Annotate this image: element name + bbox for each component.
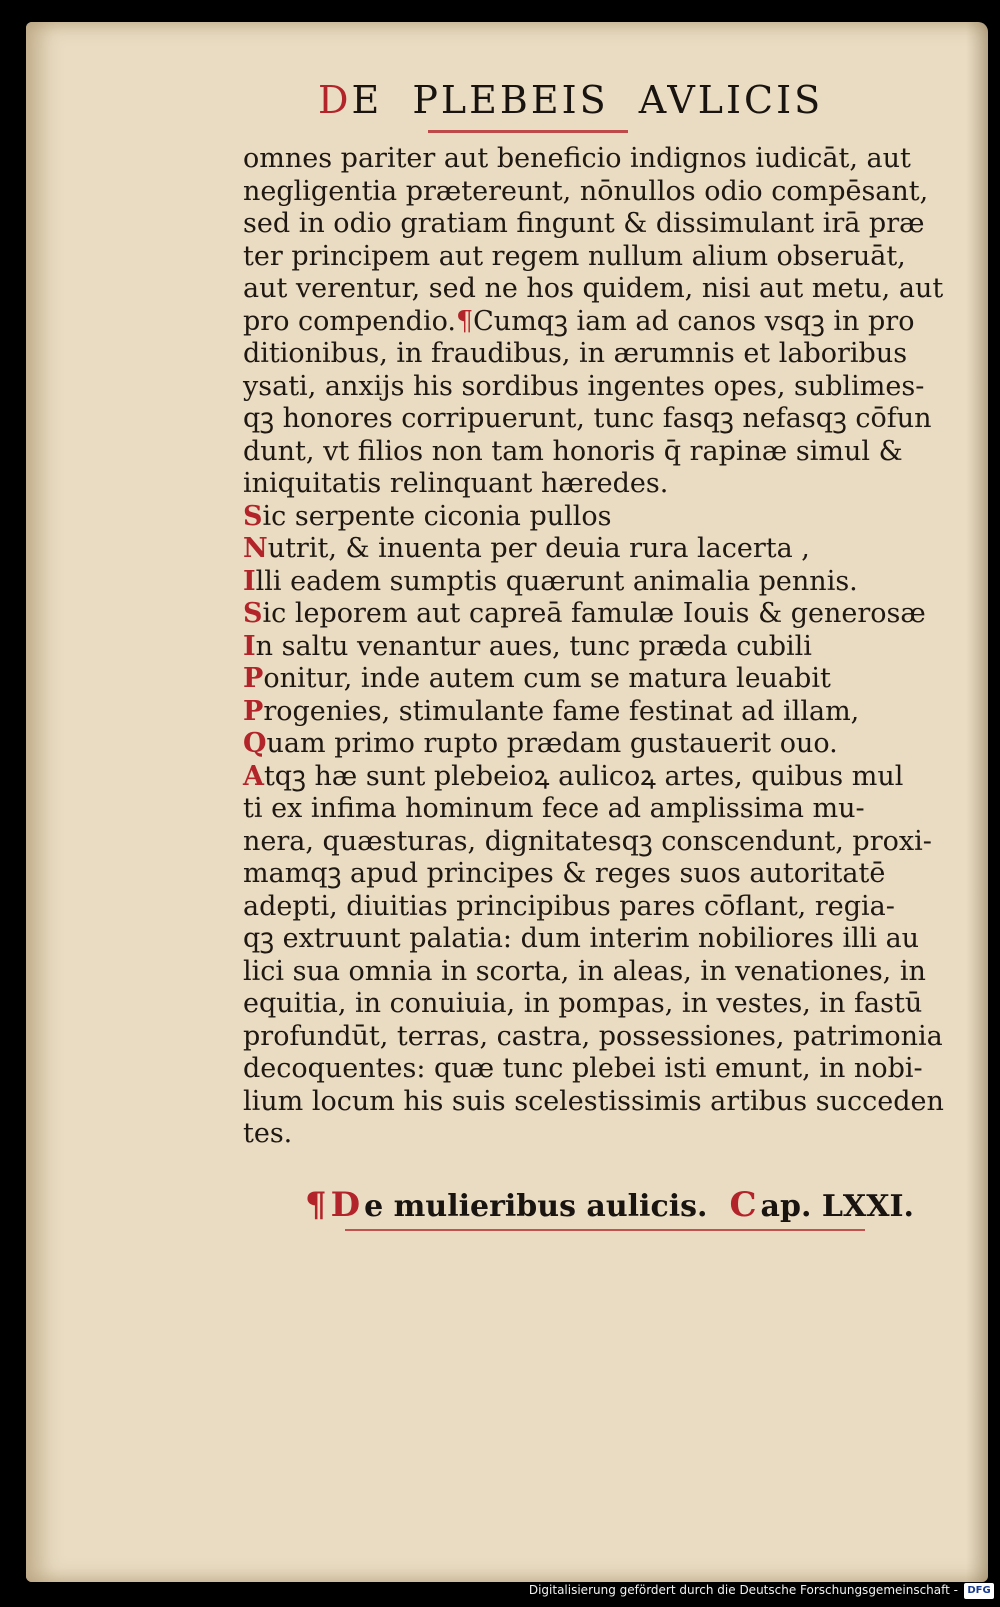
chapter-title: e mulieribus aulicis.	[364, 1189, 708, 1224]
verse-text: ic serpente ciconia pullos	[262, 500, 612, 532]
chapter-number-initial: C	[729, 1185, 757, 1225]
chapter-heading	[305, 1185, 925, 1225]
verse-line	[243, 696, 943, 729]
pilcrow-icon: ¶	[455, 305, 474, 337]
text-line: equitia, in conuiuia, in pompas, in vestes, in fastū	[243, 988, 923, 1019]
text-line	[243, 306, 943, 339]
text-line: ditionibus, in fraudibus, in ærumnis et laboribus	[243, 338, 908, 369]
text-segment: Cumqꝫ iam ad canos vsqꝫ in pro	[473, 305, 915, 337]
text-line: omnes pariter aut beneficio indignos iudicāt, aut	[243, 143, 911, 174]
chapter-title-initial: D	[330, 1185, 361, 1225]
verse-text: utrit, & inuenta per deuia rura lacerta ,	[267, 533, 810, 564]
verse-initial: P	[243, 663, 264, 694]
text-line: lici sua omnia in scorta, in aleas, in venationes, in	[243, 955, 926, 987]
verse-initial: S	[243, 598, 263, 629]
text-line: ti ex infima hominum fece ad amplissima mu-	[243, 793, 865, 824]
running-head-rubric-line	[428, 130, 628, 133]
text-segment: tqꝫ hæ sunt plebeioꝝ aulicoꝝ artes, quibus mul	[263, 760, 904, 792]
verse-line	[243, 566, 943, 599]
verse-line	[243, 501, 943, 534]
chapter-number: ap. LXXI.	[760, 1189, 914, 1224]
verse-text: lli eadem sumptis quærunt animalia pennis.	[255, 565, 858, 597]
verse-line	[243, 728, 943, 761]
text-line: sed in odio gratiam fingunt & dissimulant irā præ	[243, 208, 925, 239]
pilcrow-icon: ¶	[305, 1185, 327, 1225]
verse-line	[243, 631, 943, 664]
verse-text: uam primo rupto prædam gustauerit ouo.	[266, 728, 838, 759]
verse-initial: Q	[243, 728, 267, 759]
verse-text: n saltu venantur aues, tunc præda cubili	[255, 630, 812, 662]
verse-initial: I	[243, 565, 256, 597]
verse-initial: S	[243, 500, 263, 532]
verse-initial: I	[243, 630, 256, 662]
text-line: qꝫ honores corripuerunt, tunc fasqꝫ nefasqꝫ cōfun	[243, 403, 932, 434]
running-head-text: E PLEBEIS AVLICIS	[351, 78, 824, 122]
text-line: nera, quæsturas, dignitatesqꝫ conscendunt, proxi-	[243, 825, 932, 857]
text-line: tes.	[243, 1118, 293, 1149]
text-segment: pro compendio.	[243, 305, 456, 337]
text-line: iniquitatis relinquant hæredes.	[243, 468, 669, 499]
verse-initial: N	[243, 533, 268, 564]
digitization-credit: Digitalisierung gefördert durch die Deutsche Forschungsgemeinschaft -	[528, 1583, 958, 1597]
text-line: mamqꝫ apud principes & reges suos autoritatē	[243, 858, 886, 889]
verse-initial: P	[243, 695, 264, 727]
text-line: aut verentur, sed ne hos quidem, nisi aut metu, aut	[243, 273, 944, 304]
text-line	[243, 761, 943, 794]
verse-text: rogenies, stimulante fame festinat ad illam,	[263, 695, 860, 727]
dfg-logo: DFG	[964, 1583, 994, 1599]
paragraph-initial: A	[243, 760, 264, 792]
text-line: adepti, diuitias principibus pares cōflant, regia-	[243, 890, 895, 922]
text-line: ter principem aut regem nullum alium obseruāt,	[243, 240, 906, 272]
verse-text: ic leporem aut capreā famulæ Iouis & generosæ	[262, 598, 926, 629]
gutter-shadow	[966, 22, 988, 1582]
verse-line	[243, 533, 943, 566]
text-line: lium locum his suis scelestissimis artibus succeden	[243, 1085, 944, 1117]
text-line: qꝫ extruunt palatia: dum interim nobiliores illi au	[243, 923, 920, 954]
text-line: profundūt, terras, castra, possessiones, patrimonia	[243, 1020, 943, 1052]
main-text-block	[243, 143, 943, 1151]
running-head-initial: D	[318, 78, 352, 122]
chapter-heading-underline	[345, 1229, 865, 1231]
verse-line	[243, 663, 943, 696]
text-line: ysati, anxijs his sordibus ingentes opes, sublimes-	[243, 370, 925, 402]
verse-text: onitur, inde autem cum se matura leuabit	[263, 663, 831, 694]
text-line: dunt, vt filios non tam honoris q̄ rapinæ simul &	[243, 435, 903, 467]
running-head	[318, 78, 918, 122]
verse-line	[243, 598, 943, 631]
text-line: negligentia prætereunt, nōnullos odio compēsant,	[243, 175, 929, 207]
text-line: decoquentes: quæ tunc plebei isti emunt, in nobi-	[243, 1053, 923, 1084]
